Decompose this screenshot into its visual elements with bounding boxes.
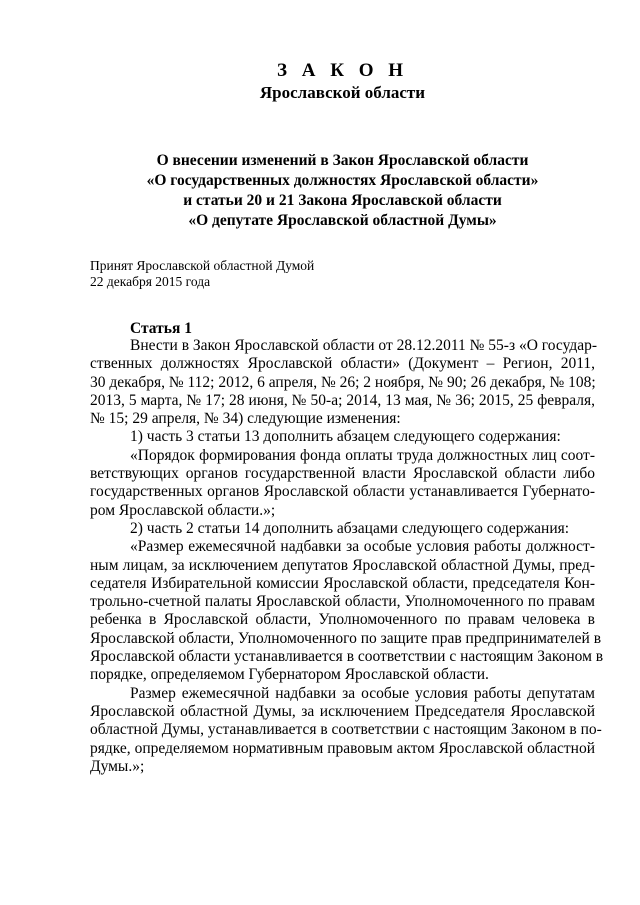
text-line: ным лицам, за исключением депутатов Ярославской областной Думы, пред- [90,556,595,574]
text-line: областной Думы, устанавливается в соответствии с настоящим Законом в по- [90,721,602,739]
title-line: «О депутате Ярославской областной Думы» [188,212,497,229]
text-line: 1) часть 3 статьи 13 дополнить абзацем следующего содержания: [130,428,561,446]
text-line: Внести в Закон Ярославской области от 28.12.2011 № 55-з «О государ- [130,337,598,354]
text-line: Думы.»; [90,757,145,775]
text-line: ребенка в Ярославской области, Уполномоченного по правам человека в [90,611,595,629]
adoption-info [90,258,314,290]
law-subject-title [90,151,595,231]
text-line: ственных должностях Ярославской области» (Документ – Регион, 2011, [90,355,595,373]
law-title: З А К О Н [276,60,409,81]
article-body [90,337,604,776]
text-line: рядке, определяемом нормативным правовым актом Ярославской областной [90,739,595,757]
text-line: «Размер ежемесячной надбавки за особые условия работы должност- [130,538,595,556]
text-line: трольно-счетной палаты Ярославской области, Уполномоченного по правам [90,593,595,611]
text-line: Ярославской областной Думы, за исключением Председателя Ярославской [90,702,595,720]
text-line: порядке, определяемом Губернатором Ярославской области. [90,666,489,684]
adoption-body: Принят Ярославской областной Думой [90,258,315,273]
text-line: № 15; 29 апреля, № 34) следующие изменения: [90,410,401,428]
title-line: О внесении изменений в Закон Ярославской области [156,152,529,169]
article-heading: Статья 1 [130,320,192,337]
text-line: Ярославской области устанавливается в соответствии с настоящим Законом в [90,648,604,666]
text-line: «Порядок формирования фонда оплаты труда должностных лиц соот- [130,446,595,464]
text-line: 2013, 5 марта, № 17; 28 июня, № 50-а; 2014, 13 мая, № 36; 2015, 25 февраля, [90,391,595,409]
text-line: 2) часть 2 статьи 14 дополнить абзацами следующего содержания: [130,519,570,537]
title-line: и статьи 20 и 21 Закона Ярославской области [183,192,502,209]
law-region: Ярославской области [259,83,426,102]
text-line: ветствующих органов государственной власти Ярославской области либо [90,465,595,483]
text-line: Размер ежемесячной надбавки за особые условия работы депутатам [130,684,595,702]
adoption-date: 22 декабря 2015 года [90,274,211,289]
text-line: ром Ярославской области.»; [90,501,276,519]
title-line: «О государственных должностях Ярославской области» [146,172,539,189]
text-line: 30 декабря, № 112; 2012, 6 апреля, № 26; 2 ноября, № 90; 26 декабря, № 108; [90,373,596,391]
text-line: седателя Избирательной комиссии Ярославской области, председателя Кон- [90,574,595,592]
text-line: Ярославской области, Уполномоченного по защите прав предпринимателей в [90,629,602,647]
text-line: государственных органов Ярославской области устанавливается Губернато- [90,483,595,501]
